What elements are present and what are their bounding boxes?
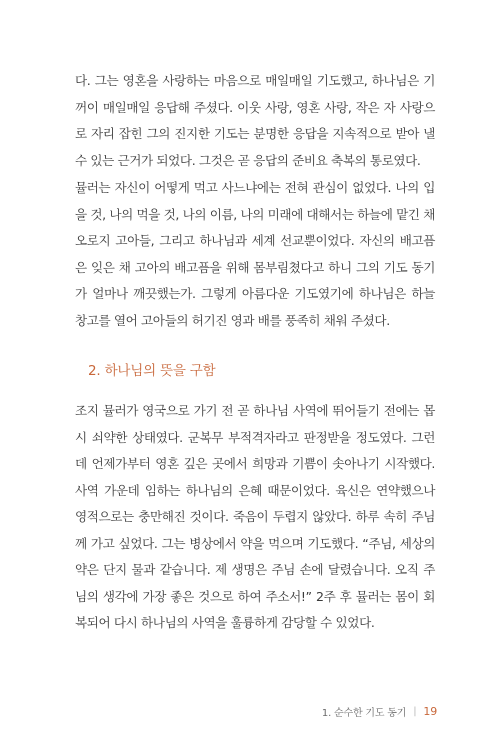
body-paragraph-1: 다. 그는 영혼을 사랑하는 마음으로 매일매일 기도했고, 하나님은 기꺼이 매일매일 응답해 주셨다. 이웃 사랑, 영혼 사랑, 작은 자 사랑으로 자리 잡힌 그의 진지한 기도는 분명한 응답을 지속적으로 받아 낼 수 있는 근거가 되었다. 그것은 곧 응답의 준비요 축복의 통로였다. [75,73,435,168]
body-paragraph-3: 조지 뮬러가 영국으로 가기 전 곧 하나님 사역에 뛰어들기 전에는 몹시 쇠약한 상태였다. 군복무 부적격자라고 판정받을 정도였다. 그런데 언제가부터 영혼 깊은 곳에서 희망과 기쁨이 솟아나기 시작했다. 사역 가운데 임하는 하나님의 은혜 때문이었다. 육신은 연약했으나 영적으로는 충만해진 것이다. 죽음이 두렵지 않았다. 하루 속히 주님께 가고 싶었다. 그는 병상에서 약을 먹으며 기도했다. “주님, 세상의 약은 단지 물과 같습니다. 제 생명은 주님 손에 달렸습니다. 오직 주님의 생각에 가장 좋은 것으로 하여 주소서!” 2주 후 뮬러는 몸이 회복되어 다시 하나님의 사역을 훌륭하게 감당할 수 있었다. [75,403,435,630]
page-footer [322,704,437,719]
chapter-title: 1. 순수한 기도 동기 [321,708,407,719]
footer-separator: | [413,706,417,717]
page-number: 19 [423,705,437,718]
section-heading: 2. 하나님의 뜻을 구함 [88,363,216,379]
body-paragraph-2: 뮬러는 자신이 어떻게 먹고 사느냐에는 전혀 관심이 없었다. 나의 입을 것, 나의 먹을 것, 나의 이름, 나의 미래에 대해서는 하늘에 맡긴 채 오로지 고아들, 그리고 하나님과 세계 선교뿐이었다. 자신의 배고픔은 잊은 채 고아의 배고픔을 위해 몸부림쳤다고 하니 그의 기도 동기가 얼마나 깨끗했는가. 그렇게 아름다운 기도였기에 하나님은 하늘 창고를 열어 고아들의 허기진 영과 배를 풍족히 채워 주셨다. [75,180,435,328]
